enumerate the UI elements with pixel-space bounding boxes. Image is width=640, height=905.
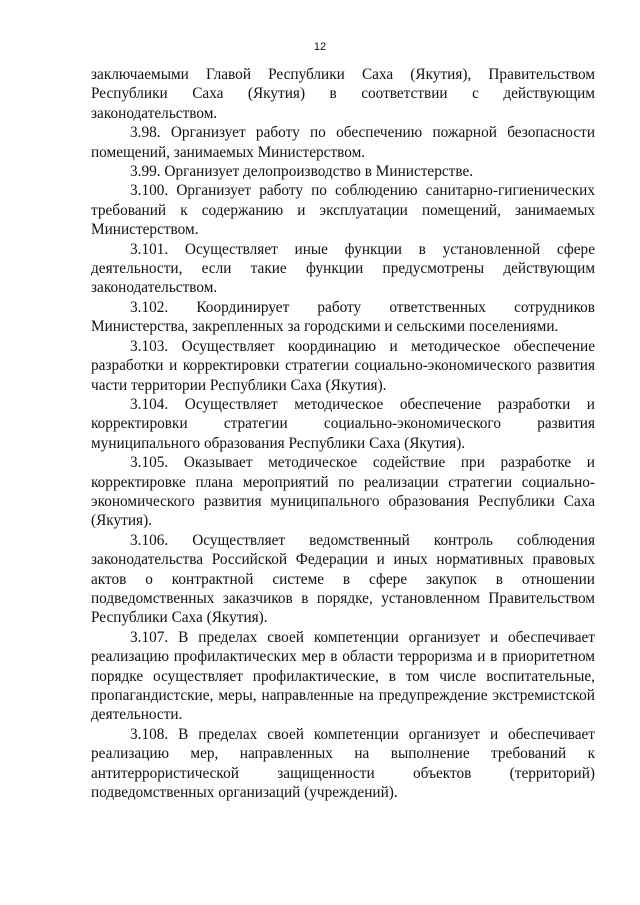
document-body <box>91 65 595 802</box>
paragraph-3-107: 3.107. В пределах своей компетенции организует и обеспечивает реализацию профилактических мер в области терроризма и в приоритетном порядке осуществляет профилактические, в том числе воспитательные, пропагандистские, меры, направленные на предупреждение экстремистской деятельности. <box>91 628 595 724</box>
paragraph-3-101: 3.101. Осуществляет иные функции в установленной сфере деятельности, если такие функции предусмотрены действующим законодательством. <box>91 240 595 297</box>
paragraph-3-102: 3.102. Координирует работу ответственных сотрудников Министерства, закрепленных за городскими и сельскими поселениями. <box>91 298 595 336</box>
paragraph-3-105: 3.105. Оказывает методическое содействие при разработке и корректировке плана мероприятий по реализации стратегии социально-экономического развития муниципального образования Республики Саха (Якутия). <box>91 454 595 530</box>
paragraph-3-100: 3.100. Организует работу по соблюдению санитарно-гигиенических требований к содержанию и эксплуатации помещений, занимаемых Министерством. <box>91 182 595 239</box>
paragraph-3-104: 3.104. Осуществляет методическое обеспечение разработки и корректировки стратегии социально-экономического развития муниципального образования Республики Саха (Якутия). <box>91 395 595 452</box>
paragraph-3-98: 3.98. Организует работу по обеспечению пожарной безопасности помещений, занимаемых Министерством. <box>91 124 595 161</box>
paragraph-3-99: 3.99. Организует делопроизводство в Министерстве. <box>130 163 474 181</box>
page-number: 12 <box>313 41 327 53</box>
paragraph-3-103: 3.103. Осуществляет координацию и методическое обеспечение разработки и корректировки стратегии социально-экономического развития части территории Республики Саха (Якутия). <box>91 337 595 394</box>
paragraph-3-106: 3.106. Осуществляет ведомственный контроль соблюдения законодательства Российской Федерации и иных нормативных правовых актов о контрактной системе в сфере закупок в отношении подведомственных заказчиков в порядке, установленном Правительством Республики Саха (Якутия). <box>91 531 595 627</box>
paragraph-continuation: заключаемыми Главой Республики Саха (Якутия), Правительством Республики Саха (Якутия) в соответствии с действующим законодательством. <box>91 66 595 122</box>
paragraph-3-108: 3.108. В пределах своей компетенции организует и обеспечивает реализацию мер, направленных на выполнение требований к антитеррористической защищенности объектов (территорий) подведомственных организаций (учреждений). <box>91 725 595 802</box>
